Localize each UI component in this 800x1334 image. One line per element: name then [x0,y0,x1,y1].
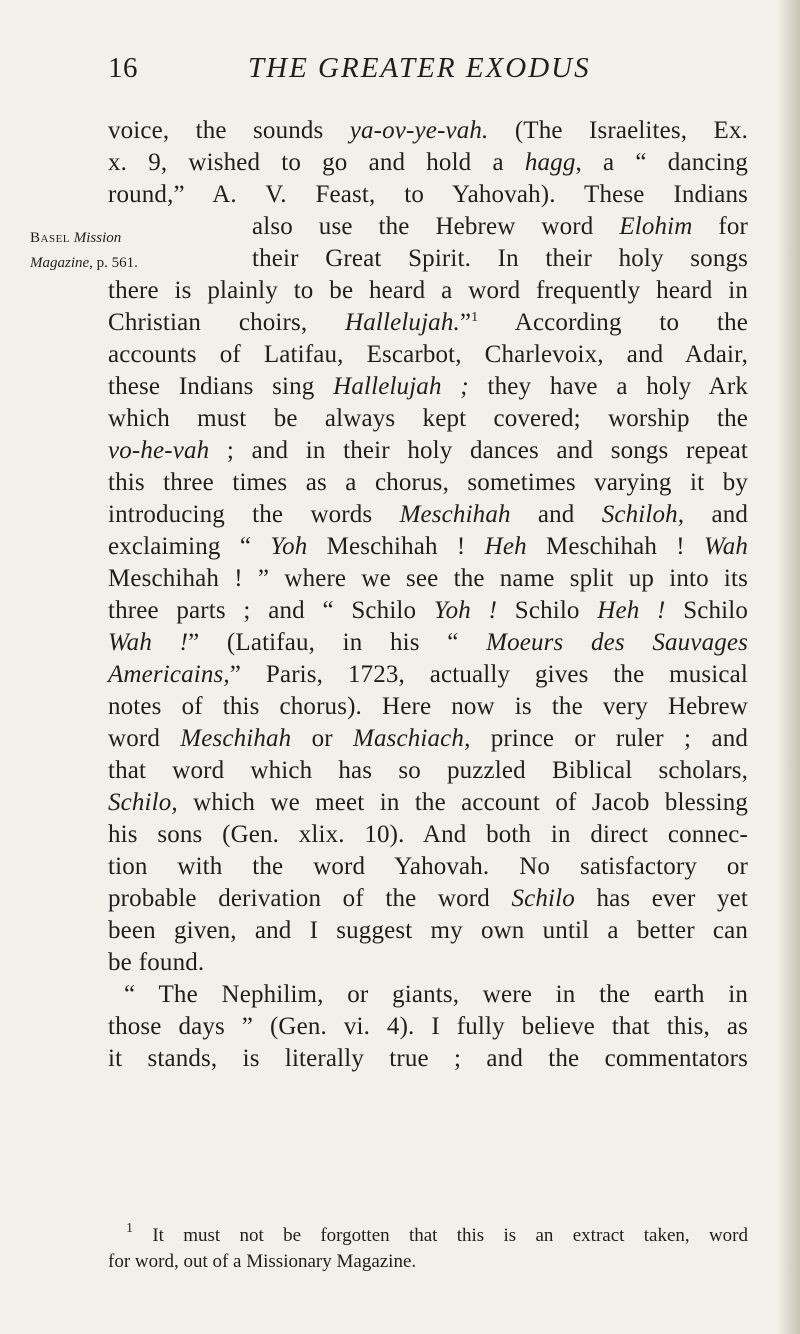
text-line-24: tion with the word Yahovah. No satisfactory or [108,853,748,880]
text-line-3: round,” A. V. Feast, to Yahovah). These Indians [108,181,748,208]
text-line-28: “ The Nephilim, or giants, were in the earth in [124,981,748,1008]
text-line-29: those days ” (Gen. vi. 4). I fully believe that this, as [108,1013,748,1040]
text-line-14: exclaiming “ Yoh Meschihah ! Heh Meschihah ! Wah [108,533,749,560]
text-line-27: be found. [108,949,205,976]
text-line-12: this three times as a chorus, sometimes varying it by [108,469,748,496]
text-line-30: it stands, is literally true ; and the commentators [108,1045,748,1072]
margin-note-page: p. 561. [96,255,138,271]
footnote-line-1: $^1$ It must not be forgotten that this is an extract taken, word [126,1221,748,1246]
text-line-10: which must be always kept covered; worship the [108,405,748,432]
text-line-4: also use the Hebrew word Elohim for [252,213,748,240]
margin-note-basel: Basel [30,230,71,246]
text-line-6: there is plainly to be heard a word frequently heard in [108,277,748,304]
text-line-23: his sons (Gen. xlix. 10). And both in direct connec- [108,821,748,848]
text-line-11: vo-he-vah ; and in their holy dances and songs repeat [108,437,748,464]
text-line-26: been given, and I suggest my own until a better can [108,917,748,944]
text-line-8: accounts of Latifau, Escarbot, Charlevoix, and Adair, [108,341,748,368]
text-line-25: probable derivation of the word Schilo has ever yet [108,885,748,912]
footnote [108,1223,748,1275]
body-text [108,115,748,1075]
running-head: THE GREATER EXODUS [248,52,591,84]
text-line-7: Christian choirs, Hallelujah.”$^1$ According to the [108,309,748,336]
footnote-line-2: for word, out of a Missionary Magazine. [108,1251,417,1272]
text-line-15: Meschihah ! ” where we see the name split up into its [108,565,748,592]
margin-note-magazine: Magazine, [30,255,93,271]
text-line-2: x. 9, wished to go and hold a hagg, a “ dancing [108,149,748,176]
text-line-16: three parts ; and “ Schilo Yoh ! Schilo Heh ! Schilo [108,597,749,624]
footnote-ref: 1 [471,310,479,325]
text-line-9: these Indians sing Hallelujah ; they have a holy Ark [108,373,748,400]
text-line-13: introducing the words Meschihah and Schiloh, and [108,501,748,528]
text-line-5: their Great Spirit. In their holy songs [252,245,748,272]
text-line-21: that word which has so puzzled Biblical scholars, [108,757,748,784]
text-line-20: word Meschihah or Maschiach, prince or ruler ; and [108,725,748,752]
text-line-19: notes of this chorus). Here now is the very Hebrew [108,693,748,720]
page-number: 16 [108,52,138,84]
text-line-18: Americains,” Paris, 1723, actually gives the musical [108,661,748,688]
text-line-17: Wah !” (Latifau, in his “ Moeurs des Sauvages [108,629,749,656]
page-edge-shadow [778,0,800,1334]
text-line-22: Schilo, which we meet in the account of Jacob blessing [108,789,748,816]
margin-note-mission: Mission [73,230,122,246]
footnote-marker: 1 [126,1221,133,1236]
text-line-1: voice, the sounds ya-ov-ye-vah. (The Israelites, Ex. [108,117,748,144]
